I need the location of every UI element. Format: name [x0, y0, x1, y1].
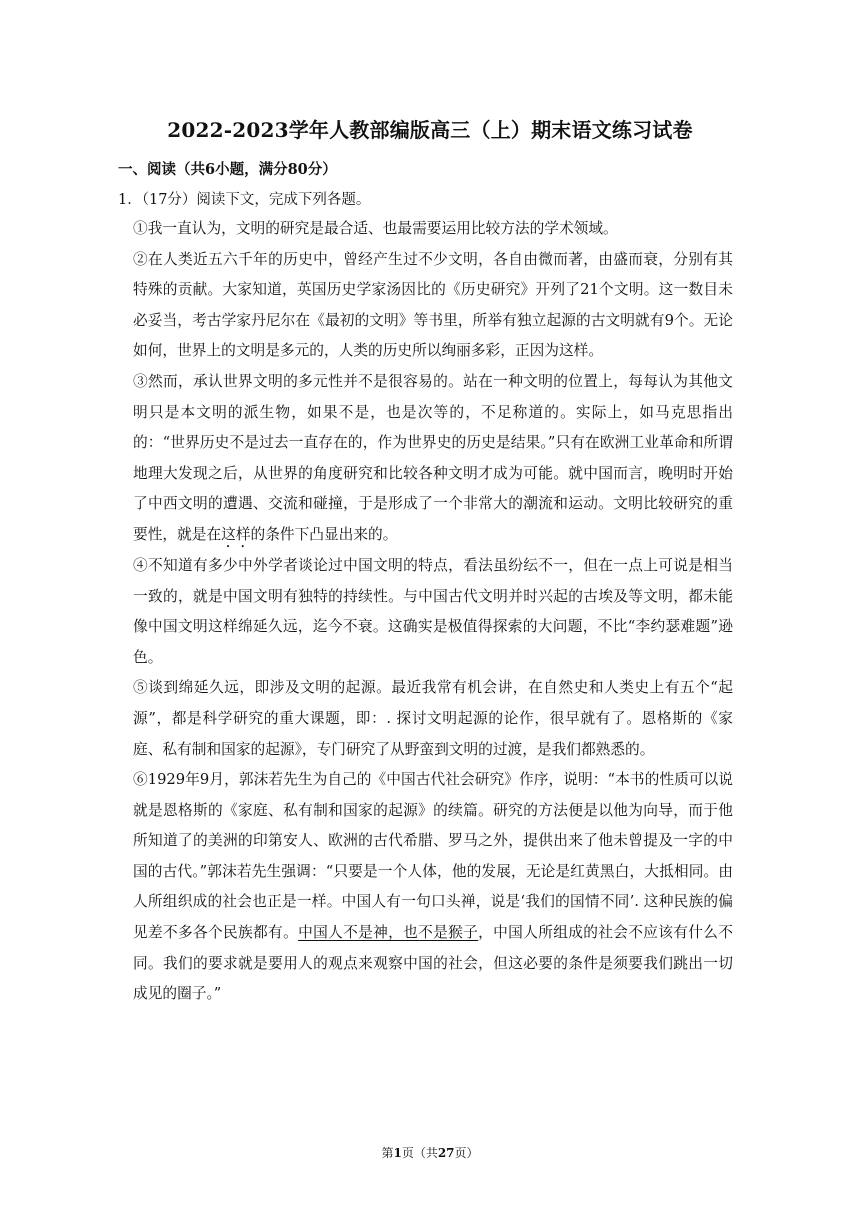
paragraph-4: [133, 551, 733, 673]
paragraph-text: 中国人不是神，也不是猴子: [298, 924, 479, 942]
paragraph-5: [133, 673, 733, 765]
paragraph-text: 这样: [221, 525, 251, 543]
question-prompt: 1．（17分）阅读下文，完成下列各题。: [118, 192, 371, 208]
paragraph-text: ⑤谈到绵延久远，即涉及文明的起源。最近我常有机会讲，在自然史和人类史上有五个“起源”，都是科学研究的重大课题，即：. 探讨文明起源的论作，很早就有了。恩格斯的《家庭、私有制和国家的起源》，专门研究了从野蛮到文明的过渡，是我们都熟悉的。: [133, 679, 733, 758]
paragraph-text: ④不知道有多少中外学者谈论过中国文明的特点，看法虽纷纭不一，但在一点上可说是相当一致的，就是中国文明有独特的持续性。与中国古代文明并时兴起的古埃及等文明，都未能像中国文明这样绵延久远，迄今不衰。这确实是极值得探索的大问题，不比“李约瑟难题”逊色。: [133, 556, 733, 666]
footer-mid: 页（共: [401, 1146, 438, 1160]
paragraph-2: [133, 245, 733, 367]
paragraph-text: ③然而，承认世界文明的多元性并不是很容易的。站在一种文明的位置上，每每认为其他文明只是本文明的派生物，如果不是，也是次等的，不足称道的。实际上，如马克思指出的：“世界历史不是过去一直存在的，作为世界史的历史是结果。”只有在欧洲工业革命和所谓地理大发现之后，从世界的角度研究和比较各种文明才成为可能。就中国而言，晚明时开始了中西文明的遭遇、交流和碰撞，于是形成了一个非常大的潮流和运动。文明比较研究的重要性，就是在: [133, 372, 733, 543]
paragraph-3: [133, 367, 733, 551]
paragraph-1: [133, 214, 733, 245]
footer-suffix: 页）: [454, 1146, 479, 1160]
footer-total-pages: 27: [437, 1146, 455, 1160]
paragraph-6: [133, 765, 733, 1010]
footer-prefix: 第: [381, 1146, 394, 1160]
page-title: 2022-2023学年人教部编版高三（上）期末语文练习试卷: [167, 118, 693, 142]
page-footer: [0, 1144, 860, 1161]
reading-passage: [133, 214, 733, 1010]
paragraph-text: ⑥1929年9月，郭沫若先生为自己的《中国古代社会研究》作序，说明：“本书的性质可以说就是恩格斯的《家庭、私有制和国家的起源》的续篇。研究的方法便是以他为向导，而于他所知道了的美洲的印第安人、欧洲的古代希腊、罗马之外，提供出来了他未曾提及一字的中国的古代。”郭沫若先生强调：“只要是一个人体，他的发展，无论是红黄黑白，大抵相同。由人所组织成的社会也正是一样。中国人有一句口头禅，说是‘我们的国情不同’. 这种民族的偏见差不多各个民族都有。: [133, 771, 733, 942]
section-heading: 一、阅读（共6小题，满分80分）: [118, 161, 337, 178]
paragraph-text: ，中国人所组成的社会不应该有什么不同。我们的要求就是要用人的观点来观察中国的社会，但这必要的条件是须要我们跳出一切成见的圈子。”: [133, 924, 733, 1003]
footer-page-number: 1: [393, 1146, 402, 1160]
paragraph-text: ①我一直认为，文明的研究是最合适、也最需要运用比较方法的学术领域。: [133, 220, 618, 237]
paragraph-text: 的条件下凸显出来的。: [250, 525, 398, 543]
paragraph-text: ②在人类近五六千年的历史中，曾经产生过不少文明，各自由微而著，由盛而衰，分别有其特殊的贡献。大家知道，英国历史学家汤因比的《历史研究》开列了21个文明。这一数目未必妥当，考古学家丹尼尔在《最初的文明》等书里，所举有独立起源的古文明就有9个。无论如何，世界上的文明是多元的，人类的历史所以绚丽多彩，正因为这样。: [133, 250, 733, 360]
